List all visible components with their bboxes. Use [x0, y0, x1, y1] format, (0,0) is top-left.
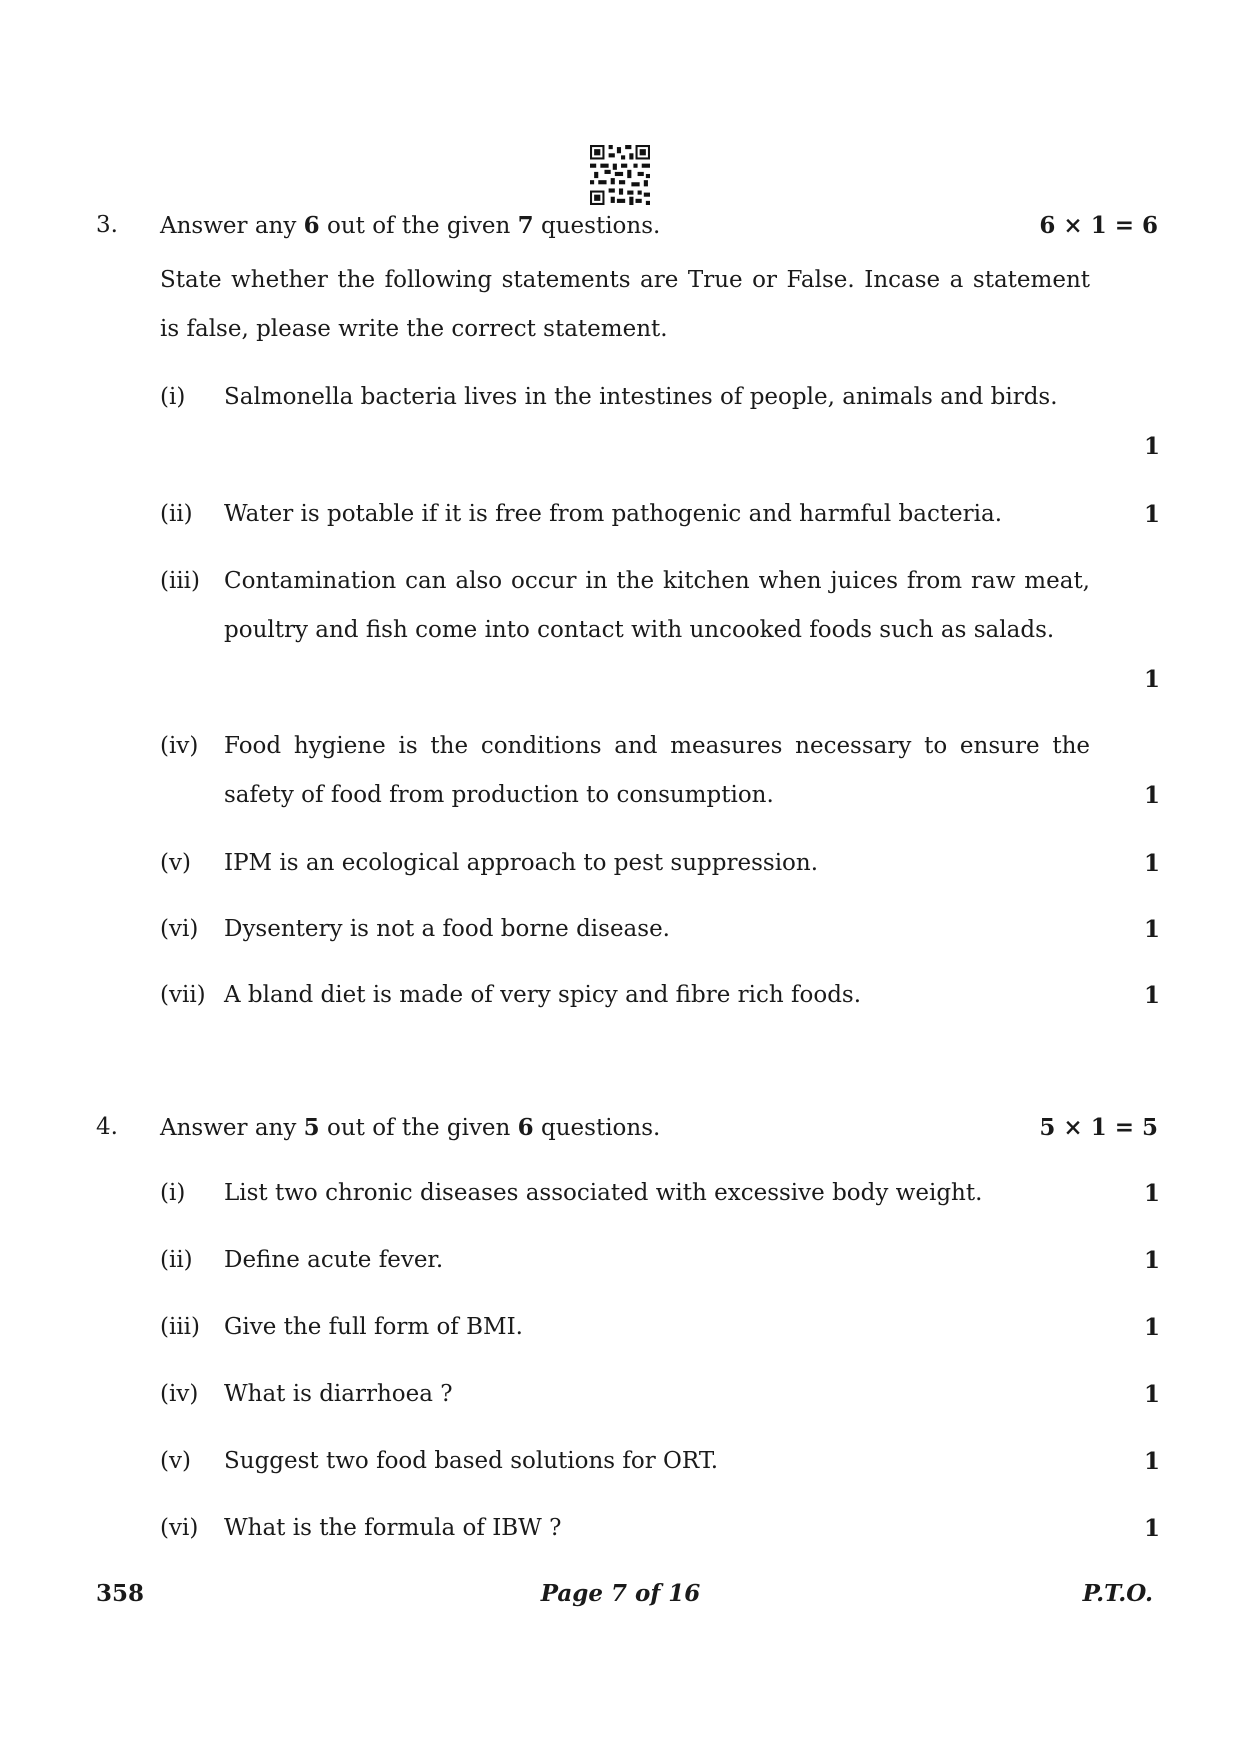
item-label: (i) [160, 384, 186, 410]
paper-code: 358 [96, 1580, 145, 1607]
q3-heading-n2: 7 [517, 212, 534, 239]
item-text: IPM is an ecological approach to pest suppression. [224, 850, 819, 876]
item-marks: 1 [1143, 1448, 1160, 1475]
item-label: (i) [160, 1180, 186, 1206]
q4-heading-post: questions. [533, 1115, 661, 1141]
question-3-marks: 6 × 1 = 6 [1039, 212, 1158, 239]
item-text: Dysentery is not a food borne disease. [224, 916, 670, 942]
item-text: A bland diet is made of very spicy and fibre rich foods. [224, 982, 862, 1008]
item-text: Contamination can also occur in the kitchen when juices from raw meat, poultry and fish come into contact with uncooked foods such as salads. [224, 568, 1090, 643]
q4-heading-pre: Answer any [160, 1115, 304, 1141]
item-label: (ii) [160, 501, 193, 527]
question-3-number: 3. [96, 212, 118, 238]
item-marks: 1 [1143, 1247, 1160, 1274]
item-label: (iv) [160, 733, 199, 759]
item-label: (vi) [160, 916, 199, 942]
q3-heading-pre: Answer any [160, 213, 304, 239]
item-marks: 1 [1143, 501, 1160, 528]
item-marks: 1 [1143, 850, 1160, 877]
item-label: (v) [160, 1448, 191, 1474]
q4-heading-n1: 5 [303, 1114, 320, 1141]
item-label: (v) [160, 850, 191, 876]
item-text: Water is potable if it is free from pathogenic and harmful bacteria. [224, 501, 1003, 527]
item-marks: 1 [1143, 1314, 1160, 1341]
item-label: (iii) [160, 1314, 201, 1340]
item-label: (iv) [160, 1381, 199, 1407]
item-marks: 1 [1143, 1180, 1160, 1207]
item-label: (vi) [160, 1515, 199, 1541]
q3-heading-mid: out of the given [319, 213, 518, 239]
item-marks: 1 [1143, 433, 1160, 460]
item-text: What is the formula of IBW ? [224, 1515, 562, 1541]
question-4-number: 4. [96, 1114, 118, 1140]
question-4-marks: 5 × 1 = 5 [1039, 1114, 1158, 1141]
question-4-heading [160, 1114, 660, 1141]
item-marks: 1 [1143, 1381, 1160, 1408]
please-turn-over: P.T.O. [1082, 1580, 1153, 1607]
item-text: Give the full form of BMI. [224, 1314, 523, 1340]
item-marks: 1 [1143, 666, 1160, 693]
item-text: What is diarrhoea ? [224, 1381, 453, 1407]
item-text: Define acute fever. [224, 1247, 444, 1273]
item-marks: 1 [1143, 916, 1160, 943]
q4-heading-n2: 6 [517, 1114, 534, 1141]
question-3-instructions: State whether the following statements are True or False. Incase a statement is false, please write the correct statement. [160, 267, 1090, 342]
item-label: (ii) [160, 1247, 193, 1273]
item-marks: 1 [1143, 782, 1160, 809]
q4-heading-mid: out of the given [319, 1115, 518, 1141]
item-marks: 1 [1143, 1515, 1160, 1542]
item-label: (vii) [160, 982, 206, 1008]
item-text: Food hygiene is the conditions and measures necessary to ensure the safety of food from production to consumption. [224, 733, 1090, 808]
item-marks: 1 [1143, 982, 1160, 1009]
question-3-heading [160, 212, 660, 239]
q3-heading-post: questions. [533, 213, 661, 239]
item-label: (iii) [160, 568, 201, 594]
item-text: Suggest two food based solutions for ORT. [224, 1448, 719, 1474]
item-text: Salmonella bacteria lives in the intestines of people, animals and birds. [224, 384, 1058, 410]
qr-code-icon [590, 145, 650, 205]
item-text: List two chronic diseases associated with excessive body weight. [224, 1180, 983, 1206]
page-number: Page 7 of 16 [540, 1580, 701, 1607]
q3-heading-n1: 6 [303, 212, 320, 239]
